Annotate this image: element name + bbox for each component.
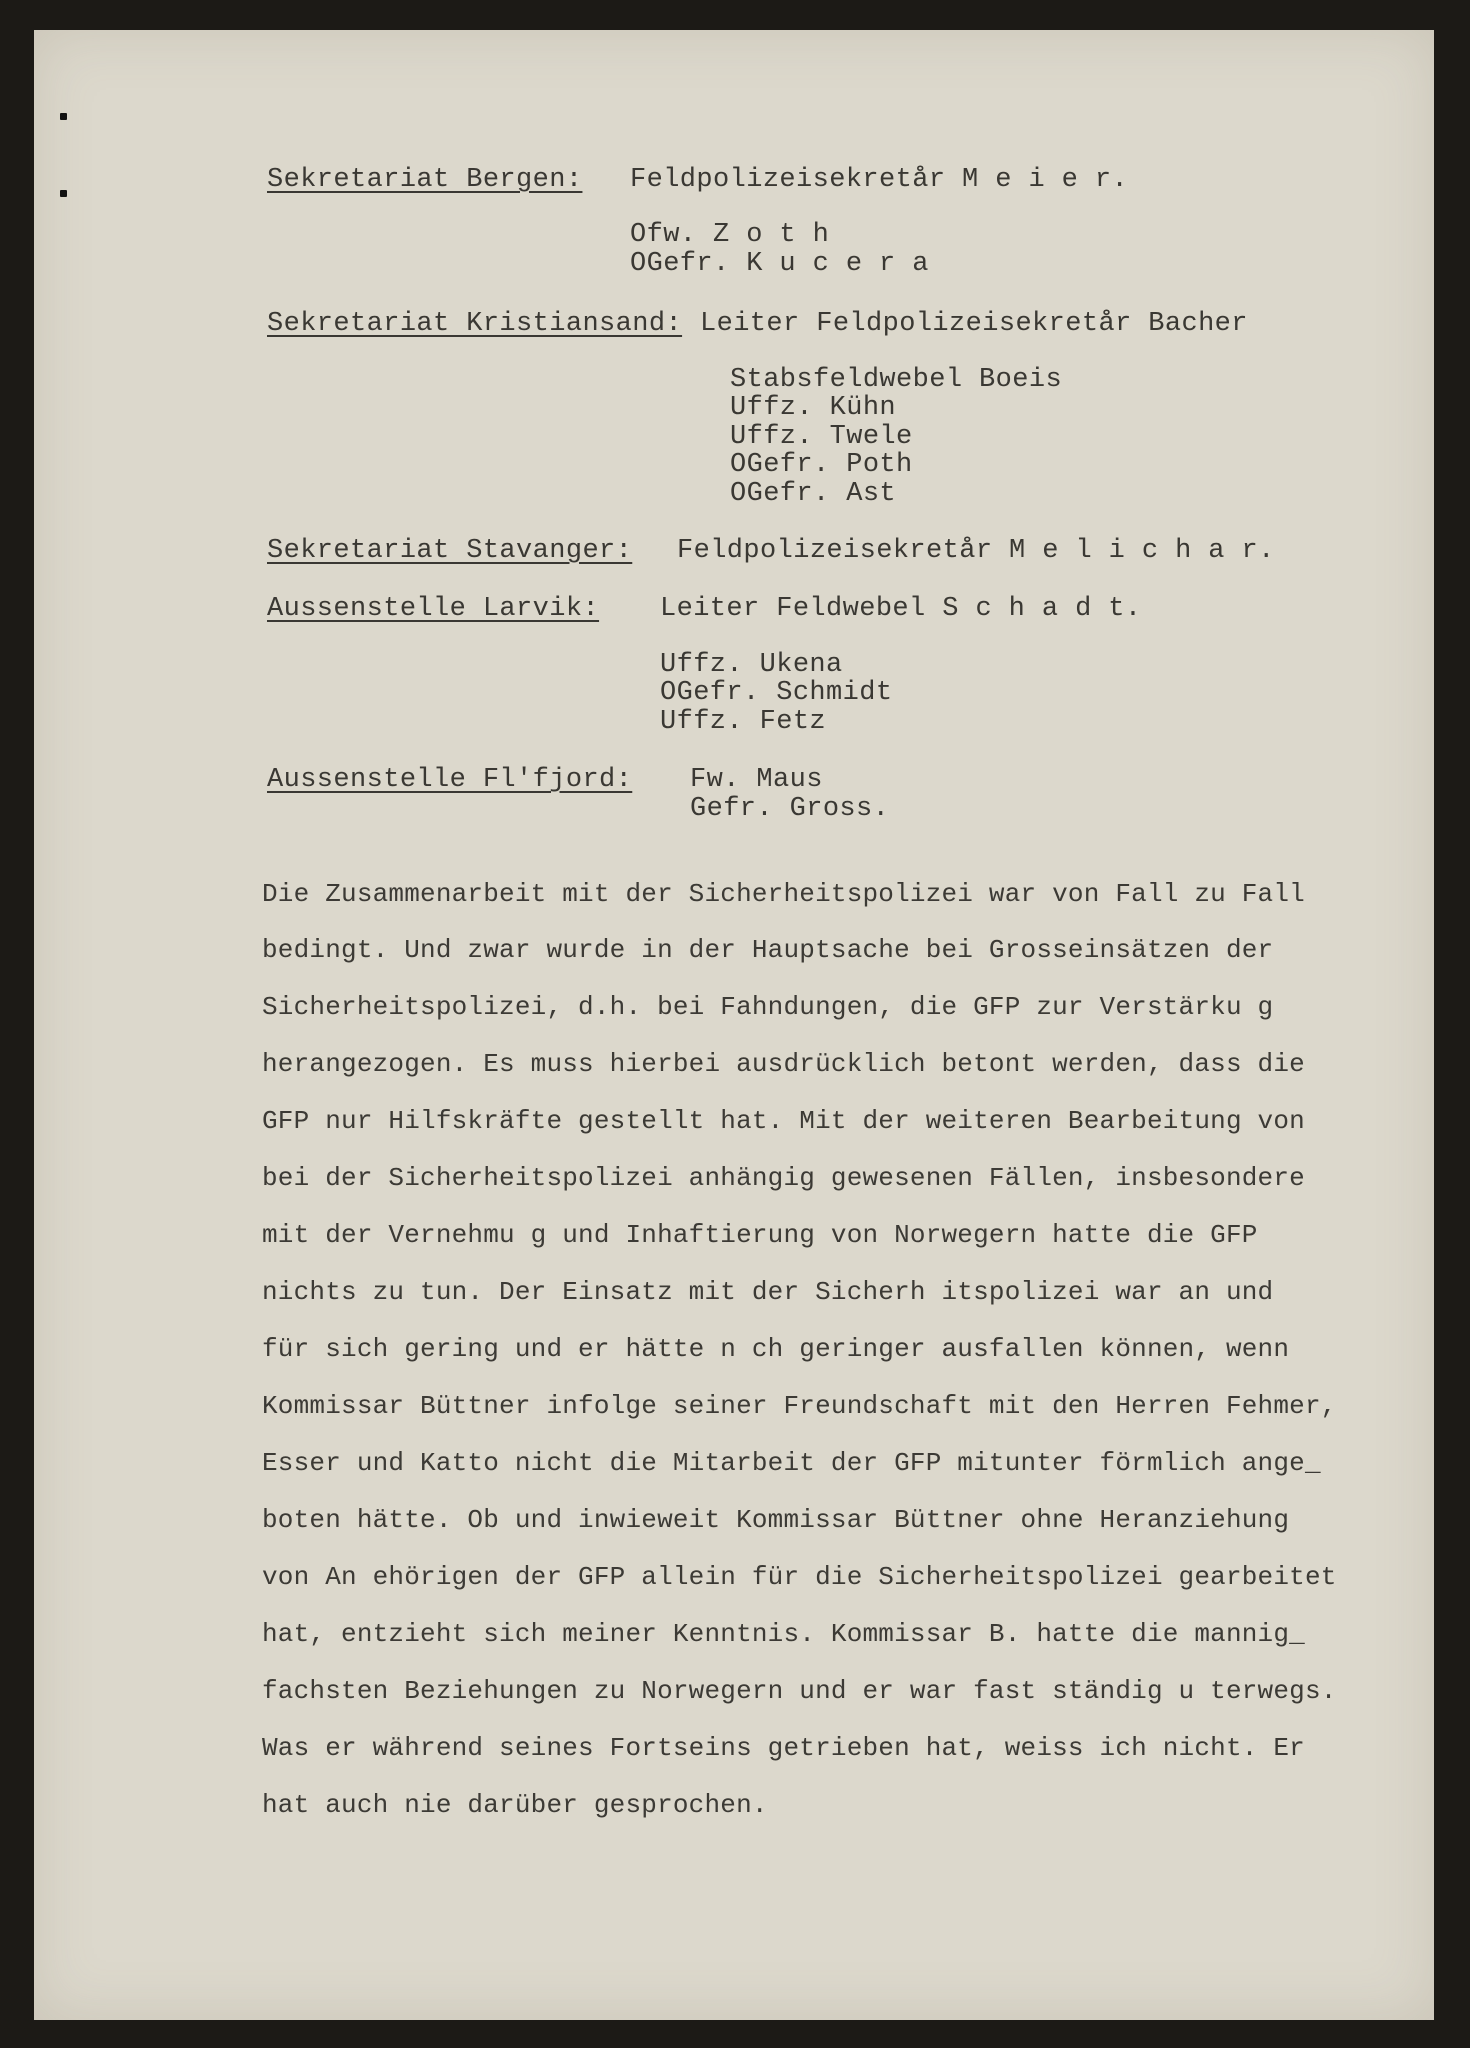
member-kristiansand-2: Uffz. Kühn xyxy=(730,393,897,423)
paragraph-line: GFP nur Hilfskräfte gestellt hat. Mit der weiteren Bearbeitung von xyxy=(262,1106,1305,1136)
section-label-bergen: Sekretariat Bergen: xyxy=(267,165,583,195)
paragraph-line: Kommissar Büttner infolge seiner Freundschaft mit den Herren Fehmer, xyxy=(262,1391,1337,1421)
section-leader-stavanger: Feldpolizeisekretår M e l i c h a r. xyxy=(677,536,1275,566)
paragraph-line: Sicherheitspolizei, d.h. bei Fahndungen, die GFP zur Verstärku g xyxy=(262,992,1274,1022)
member-larvik-2: OGefr. Schmidt xyxy=(660,678,893,708)
member-bergen-2: OGefr. K u c e r a xyxy=(630,249,929,279)
section-leader-kristiansand: Leiter Feldpolizeisekretår Bacher xyxy=(700,309,1248,339)
paragraph-line: Was er während seines Fortseins getrieben hat, weiss ich nicht. Er xyxy=(262,1733,1305,1763)
paragraph-line: fachsten Beziehungen zu Norwegern und er war fast ständig u terwegs. xyxy=(262,1676,1337,1706)
member-bergen-1: Ofw. Z o t h xyxy=(630,220,830,250)
paragraph-line: bei der Sicherheitspolizei anhängig gewesenen Fällen, insbesondere xyxy=(262,1163,1305,1193)
paragraph-line: bedingt. Und zwar wurde in der Hauptsache bei Grosseinsätzen der xyxy=(262,935,1274,965)
member-larvik-1: Uffz. Ukena xyxy=(660,650,843,680)
member-kristiansand-5: OGefr. Ast xyxy=(730,479,897,509)
punch-hole-mark xyxy=(60,113,67,120)
member-kristiansand-4: OGefr. Poth xyxy=(730,450,913,480)
section-leader-bergen: Feldpolizeisekretår M e i e r. xyxy=(630,165,1129,195)
paragraph-line: Esser und Katto nicht die Mitarbeit der GFP mitunter förmlich ange_ xyxy=(262,1448,1321,1478)
section-label-kristiansand: Sekretariat Kristiansand: xyxy=(267,309,683,339)
section-label-larvik: Aussenstelle Larvik: xyxy=(267,594,600,624)
paragraph-line: hat auch nie darüber gesprochen. xyxy=(262,1790,768,1820)
section-leader-flfjord: Fw. Maus xyxy=(690,765,823,795)
paragraph-line: von An ehörigen der GFP allein für die Sicherheitspolizei gearbeitet xyxy=(262,1562,1337,1592)
paragraph-line: für sich gering und er hätte n ch geringer ausfallen können, wenn xyxy=(262,1334,1290,1364)
paragraph-line: hat, entzieht sich meiner Kenntnis. Kommissar B. hatte die mannig_ xyxy=(262,1619,1305,1649)
section-label-stavanger: Sekretariat Stavanger: xyxy=(267,536,633,566)
paragraph-line: mit der Vernehmu g und Inhaftierung von Norwegern hatte die GFP xyxy=(262,1220,1258,1250)
member-kristiansand-3: Uffz. Twele xyxy=(730,422,913,452)
member-flfjord-1: Gefr. Gross. xyxy=(690,794,890,824)
member-larvik-3: Uffz. Fetz xyxy=(660,707,827,737)
punch-hole-mark xyxy=(60,190,67,197)
section-leader-larvik: Leiter Feldwebel S c h a d t. xyxy=(660,594,1142,624)
member-kristiansand-1: Stabsfeldwebel Boeis xyxy=(730,365,1063,395)
paragraph-line: boten hätte. Ob und inwieweit Kommissar Büttner ohne Heranziehung xyxy=(262,1505,1290,1535)
section-label-flfjord: Aussenstelle Fl'fjord: xyxy=(267,765,633,795)
paragraph-line: nichts zu tun. Der Einsatz mit der Sicherh itspolizei war an und xyxy=(262,1277,1274,1307)
paragraph-line: herangezogen. Es muss hierbei ausdrücklich betont werden, dass die xyxy=(262,1049,1305,1079)
paragraph-line: Die Zusammenarbeit mit der Sicherheitspolizei war von Fall zu Fall xyxy=(262,879,1305,909)
